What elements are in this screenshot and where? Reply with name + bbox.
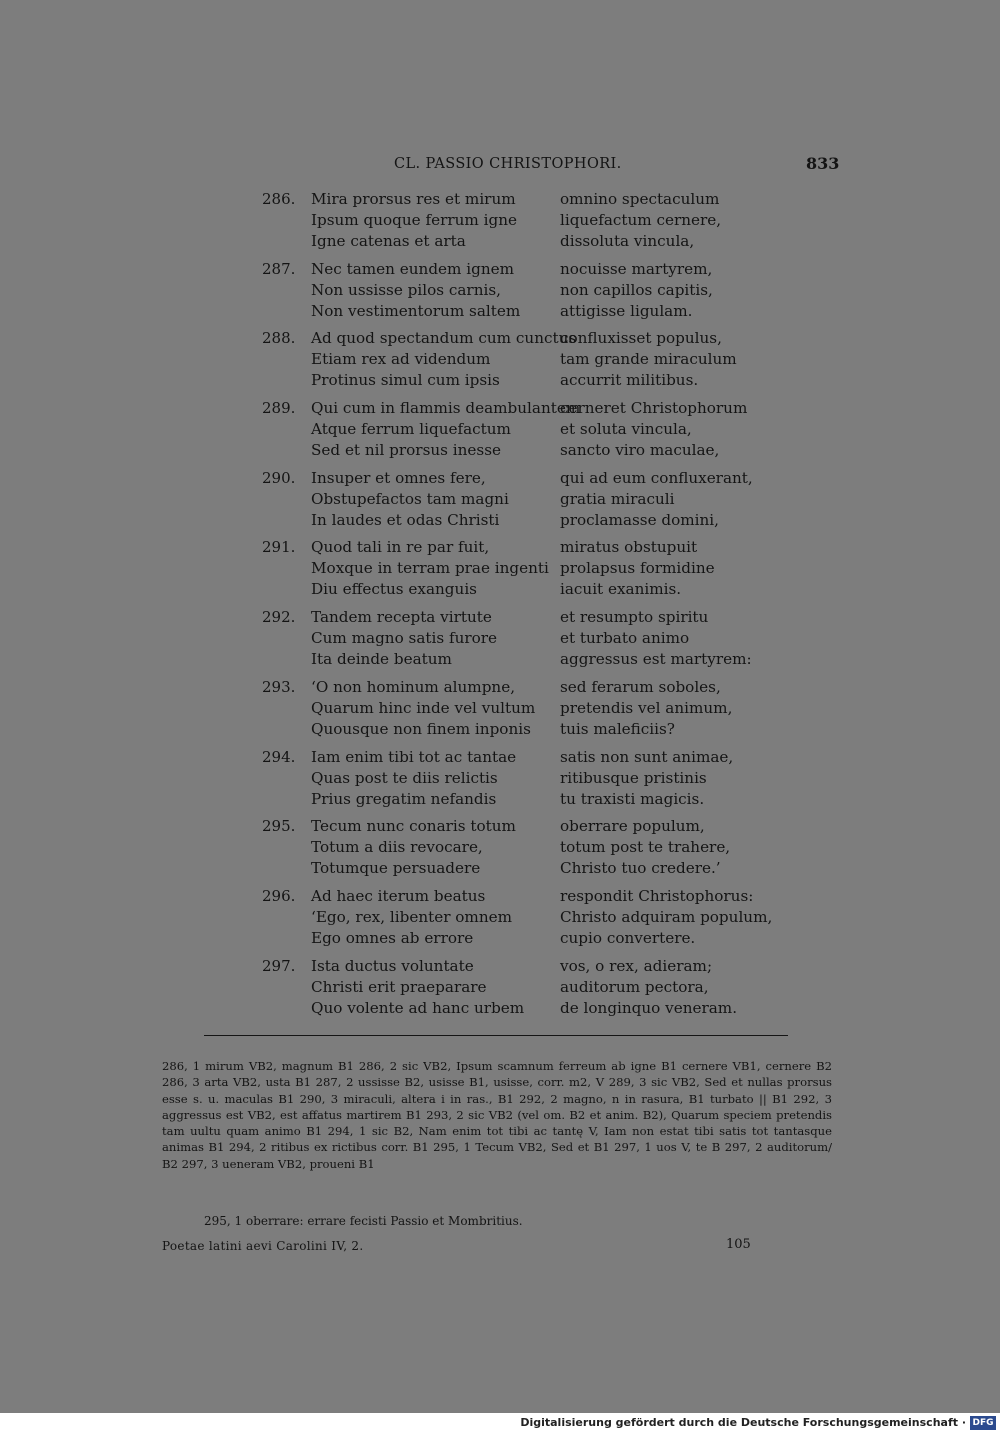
verse-first-half: Ita deinde beatum (311, 650, 452, 669)
verse-first-half: Non vestimentorum saltem (311, 301, 521, 320)
verse-first-half: Etiam rex ad videndum (311, 350, 491, 369)
running-header (0, 152, 1000, 176)
stanza-number: 287. (262, 259, 296, 278)
stanza-number: 296. (262, 886, 296, 905)
verse-first-half: Igne catenas et arta (311, 232, 466, 250)
stanza (0, 190, 1000, 260)
verse-first-half: Quousque non finem inponis (311, 719, 531, 738)
stanza-number: 292. (262, 608, 296, 627)
verse-second-half: dissoluta vincula, (560, 232, 695, 250)
stanza-number: 295. (262, 817, 296, 836)
verse-second-half: auditorum pectora, (560, 977, 709, 996)
page-number: 833 (806, 154, 840, 173)
stanza-number: 290. (262, 468, 296, 487)
stanza (0, 260, 1000, 330)
stanza-number: 294. (262, 747, 296, 766)
verse-second-half: omnino spectaculum (560, 190, 720, 208)
verse-second-half: sed ferarum soboles, (560, 677, 721, 696)
verse-second-half: cerneret Christophorum (560, 399, 748, 418)
running-title: CL. PASSIO CHRISTOPHORI. (394, 156, 622, 172)
verse-second-half: gratia miraculi (560, 489, 675, 508)
stanza (0, 887, 1000, 957)
verse-first-half: In laudes et odas Christi (311, 510, 500, 529)
stanza-number: 286. (262, 190, 296, 208)
verse-second-half: et turbato animo (560, 629, 690, 648)
footnote-divider (204, 1035, 788, 1036)
poem-text (0, 190, 1000, 1026)
verse-first-half: Mira prorsus res et mirum (311, 190, 516, 208)
stanza (0, 329, 1000, 399)
verse-second-half: et resumpto spiritu (560, 608, 709, 627)
verse-first-half: Atque ferrum liquefactum (311, 420, 511, 439)
verse-second-half: satis non sunt animae, (560, 747, 734, 766)
verse-second-half: pretendis vel animum, (560, 698, 733, 717)
verse-second-half: Christo adquiram populum, (560, 907, 773, 926)
verse-second-half: totum post te trahere, (560, 838, 731, 857)
verse-first-half: Tandem recepta virtute (311, 608, 492, 627)
verse-second-half: accurrit militibus. (560, 371, 699, 390)
stanza-number: 297. (262, 956, 296, 975)
verse-first-half: Tecum nunc conaris totum (311, 817, 516, 836)
verse-first-half: Iam enim tibi tot ac tantae (311, 747, 517, 766)
verse-first-half: ‘O non hominum alumpne, (311, 677, 516, 696)
verse-second-half: prolapsus formidine (560, 559, 715, 578)
stanza (0, 957, 1000, 1027)
verse-first-half: Ipsum quoque ferrum igne (311, 211, 517, 229)
verse-second-half: sancto viro maculae, (560, 441, 720, 460)
verse-first-half: ‘Ego, rex, libenter omnem (311, 907, 513, 926)
stanza (0, 817, 1000, 887)
verse-first-half: Moxque in terram prae ingenti (311, 559, 549, 578)
verse-second-half: cupio convertere. (560, 928, 696, 947)
verse-second-half: iacuit exanimis. (560, 580, 682, 599)
stanza (0, 608, 1000, 678)
verse-first-half: Quod tali in re par fuit, (311, 538, 490, 557)
verse-first-half: Cum magno satis furore (311, 629, 498, 648)
verse-second-half: attigisse ligulam. (560, 301, 693, 320)
verse-second-half: oberrare populum, (560, 817, 705, 836)
verse-second-half: miratus obstupuit (560, 538, 698, 557)
funding-credit: Digitalisierung gefördert durch die Deutsche Forschungsgemeinschaft · (520, 1416, 966, 1429)
verse-first-half: Quas post te diis relictis (311, 768, 498, 787)
verse-first-half: Ego omnes ab errore (311, 928, 474, 947)
verse-first-half: Quarum hinc inde vel vultum (311, 698, 536, 717)
verse-first-half: Diu effectus exanguis (311, 580, 477, 599)
verse-first-half: Totum a diis revocare, (311, 838, 483, 857)
critical-apparatus: 286, 1 mirum VB2, magnum B1 286, 2 sic VB2, Ipsum scamnum ferreum ab igne B1 cernere VB1, cernere B2 286, 3 arta VB2, usta B1 287, 2 ussisse B2, usisse B1, usisse, corr. m2, V 289, 3 sic VB2, Sed et nullas prorsus esse s. u. maculas B1 290, 3 miraculi, altera i in ras., B1 292, 2 magno, n in rasura, B1 turbato || B1 292, 3 aggressus est VB2, est affatus martirem B1 293, 2 sic VB2 (vel om. B2 et anim. B2), Quarum speciem pretendis tam uultu quam animo B1 294, 1 sic B2, Nam enim tot tibi ac tantę V, Iam non estat tibi satis tot tantasque animas B1 294, 2 ritibus ex rictibus corr. B1 295, 1 Tecum VB2, Sed et B1 297, 1 uos V, te B 297, 2 auditorum/ B2 297, 3 ueneram VB2, proueni B1 (162, 1059, 832, 1171)
verse-second-half: non capillos capitis, (560, 280, 713, 299)
verse-second-half: tuis maleficiis? (560, 719, 675, 738)
stanza (0, 399, 1000, 469)
stanza-number: 289. (262, 399, 296, 418)
stanza-number: 291. (262, 538, 296, 557)
verse-second-half: tu traxisti magicis. (560, 789, 705, 808)
verse-second-half: et soluta vincula, (560, 420, 692, 439)
verse-second-half: liquefactum cernere, (560, 211, 722, 229)
verse-second-half: aggressus est martyrem: (560, 650, 752, 669)
verse-second-half: qui ad eum confluxerant, (560, 468, 753, 487)
verse-first-half: Ista ductus voluntate (311, 956, 474, 975)
verse-first-half: Protinus simul cum ipsis (311, 371, 500, 390)
verse-first-half: Insuper et omnes fere, (311, 468, 486, 487)
dfg-logo-icon: DFG (970, 1416, 996, 1430)
printer-signature: Poetae latini aevi Carolini IV, 2. (162, 1239, 364, 1253)
verse-first-half: Totumque persuadere (311, 859, 481, 878)
verse-second-half: de longinquo veneram. (560, 998, 738, 1017)
stanza (0, 538, 1000, 608)
verse-first-half: Ad haec iterum beatus (311, 886, 486, 905)
verse-first-half: Obstupefactos tam magni (311, 489, 509, 508)
signature-folio: 105 (726, 1237, 751, 1252)
verse-second-half: vos, o rex, adieram; (560, 956, 713, 975)
verse-first-half: Quo volente ad hanc urbem (311, 998, 525, 1017)
verse-second-half: proclamasse domini, (560, 510, 719, 529)
verse-second-half: Christo tuo credere.’ (560, 859, 721, 878)
stanza (0, 678, 1000, 748)
verse-first-half: Sed et nil prorsus inesse (311, 441, 501, 460)
verse-first-half: Christi erit praeparare (311, 977, 487, 996)
verse-first-half: Nec tamen eundem ignem (311, 259, 515, 278)
verse-second-half: respondit Christophorus: (560, 886, 754, 905)
verse-first-half: Non ussisse pilos carnis, (311, 280, 501, 299)
verse-first-half: Qui cum in flammis deambulantem (311, 399, 581, 418)
stanza-number: 288. (262, 329, 296, 348)
verse-second-half: tam grande miraculum (560, 350, 737, 369)
stanza (0, 469, 1000, 539)
verse-second-half: nocuisse martyrem, (560, 259, 713, 278)
digitization-footer (0, 1413, 1000, 1434)
verse-first-half: Ad quod spectandum cum cunctus (311, 329, 577, 348)
verse-second-half: ritibusque pristinis (560, 768, 707, 787)
stanza-number: 293. (262, 677, 296, 696)
verse-first-half: Prius gregatim nefandis (311, 789, 497, 808)
source-note: 295, 1 oberrare: errare fecisti Passio et Mombritius. (204, 1214, 523, 1228)
verse-second-half: confluxisset populus, (560, 329, 722, 348)
stanza (0, 748, 1000, 818)
